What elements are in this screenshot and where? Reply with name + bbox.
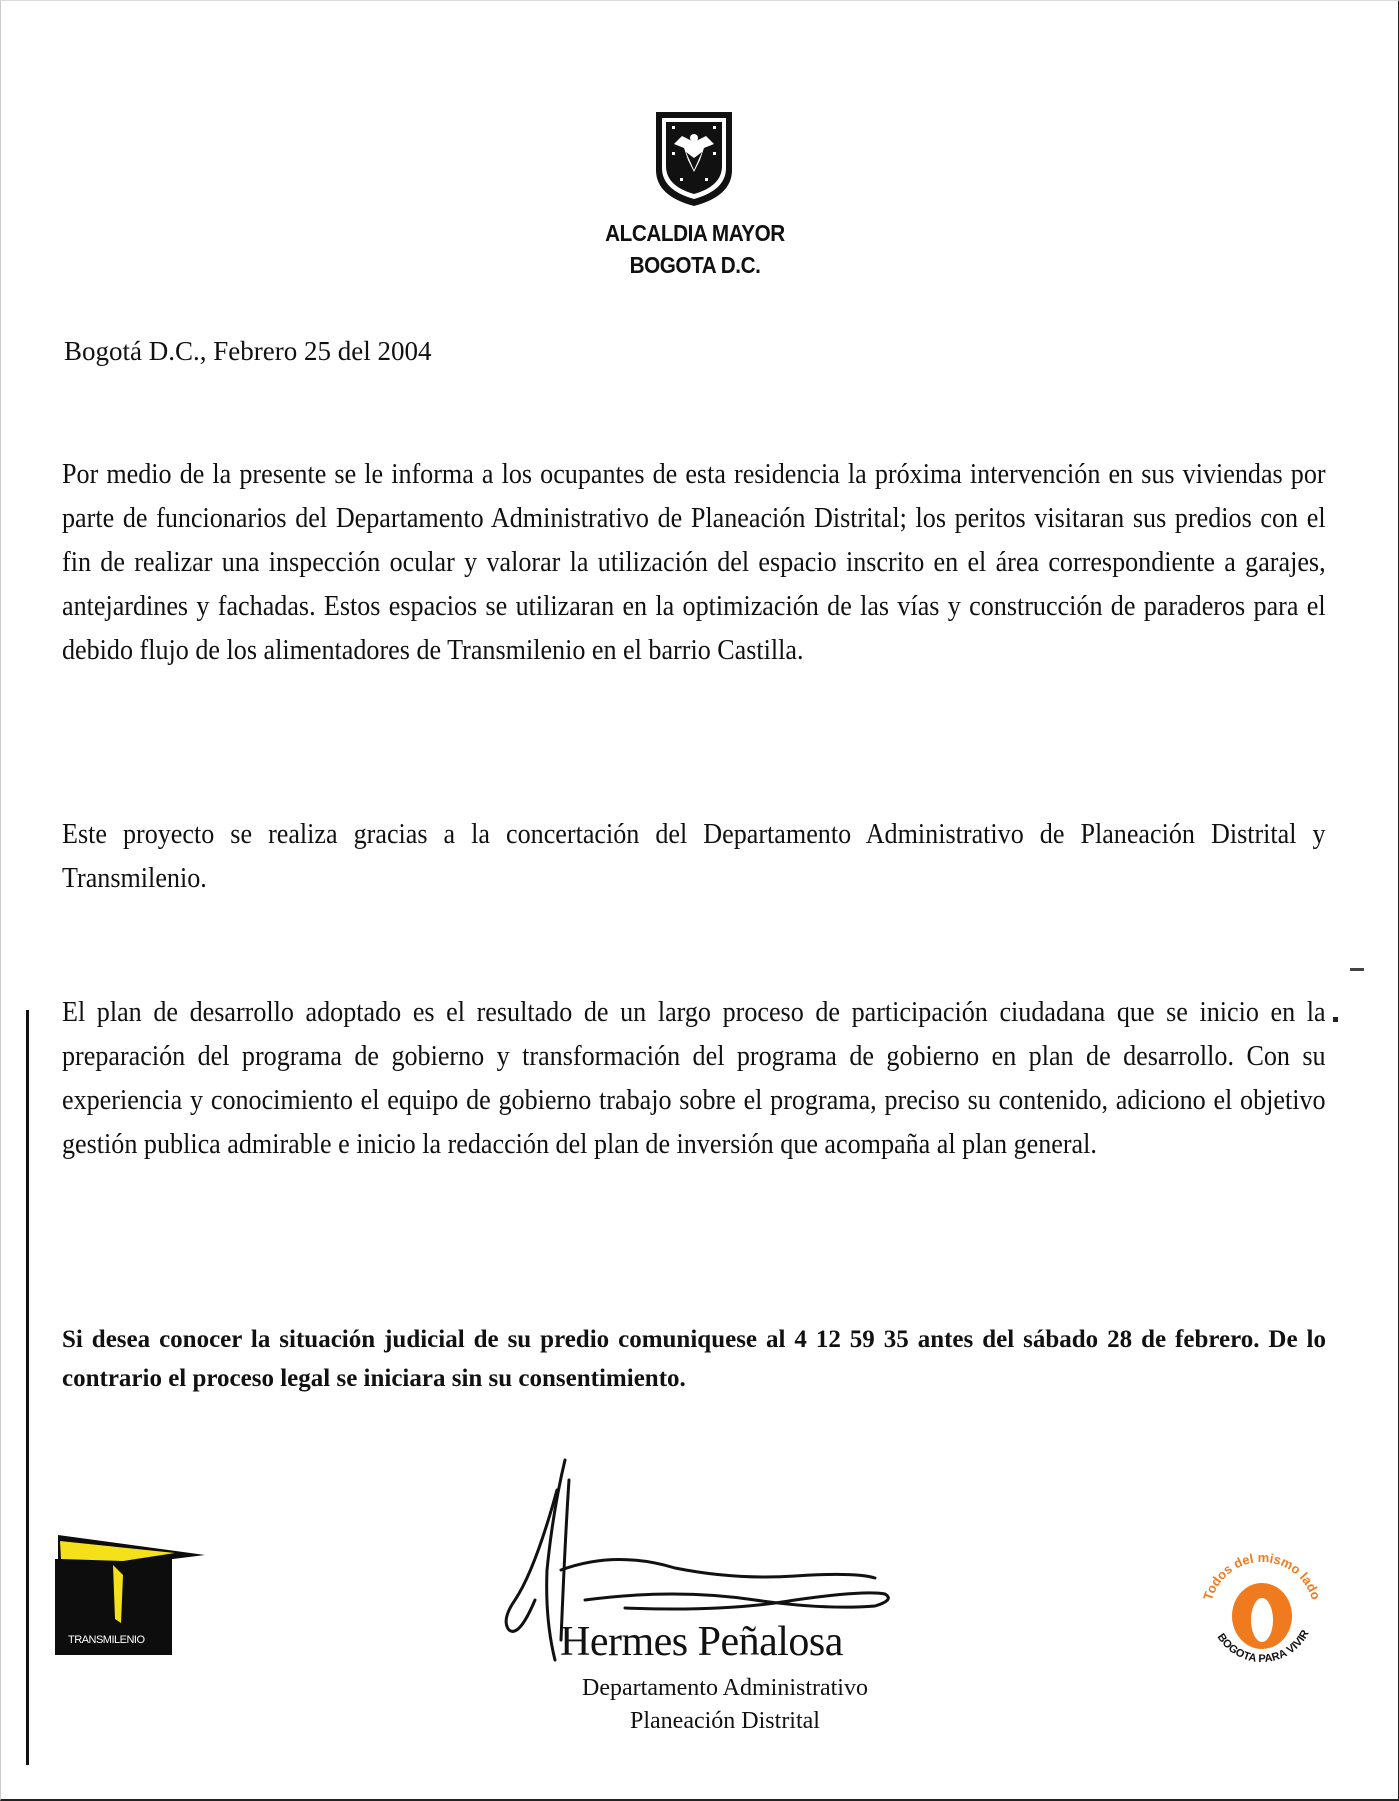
scan-edge-line bbox=[26, 1010, 29, 1765]
signer-dept-line-2: Planeación Distrital bbox=[630, 1708, 820, 1734]
svg-text:BOGOTA PARA VIVIR: BOGOTA PARA VIVIR bbox=[1214, 1628, 1312, 1666]
svg-text:Todos del mismo lado: Todos del mismo lado bbox=[1200, 1549, 1324, 1603]
letterhead-title bbox=[574, 217, 817, 281]
bogota-crest-icon bbox=[652, 108, 736, 210]
date-line: Bogotá D.C., Febrero 25 del 2004 bbox=[64, 336, 432, 366]
legal-notice: Si desea conocer la situación judicial de su predio comuniquese al 4 12 59 35 antes del sábado 28 de febrero. De lo contrario el proceso legal se iniciara sin su consentimiento. bbox=[62, 1326, 1326, 1392]
transmilenio-logo-label: TRANSMILENIO bbox=[68, 1634, 145, 1646]
paragraph-development-plan: El plan de desarrollo adoptado es el resultado de un largo proceso de participación ciudadana que se inicio en la preparación del programa de gobierno y transformación del programa de gobierno en plan de desarrollo. Con su experiencia y conocimiento el equipo de gobierno trabajo sobre el programa, preciso su contenido, adiciono el objetivo gestión publica admirable e inicio la redacción del plan de inversión que acompaña al plan general. bbox=[62, 996, 1326, 1160]
signer-dept-line-1: Departamento Administrativo bbox=[582, 1675, 868, 1701]
bogota-para-vivir-logo bbox=[1196, 1530, 1326, 1670]
scan-artifact bbox=[1333, 1017, 1338, 1022]
letterhead-line-1: ALCALDIA MAYOR bbox=[605, 220, 785, 246]
signer-name: Hermes Peñalosa bbox=[560, 1619, 843, 1665]
signer-department bbox=[480, 1672, 970, 1738]
scan-artifact bbox=[1350, 968, 1364, 971]
paragraph-project: Este proyecto se realiza gracias a la concertación del Departamento Administrativo de Planeación Distrital y Transmilenio. bbox=[62, 818, 1326, 894]
letterhead-line-2: BOGOTA D.C. bbox=[629, 252, 761, 278]
paragraph-intervention: Por medio de la presente se le informa a los ocupantes de esta residencia la próxima intervención en sus viviendas por parte de funcionarios del Departamento Administrativo de Planeación Distrital; los peritos visitaran sus predios con el fin de realizar una inspección ocular y valorar la utilización del espacio inscrito en el área correspondiente a garajes, antejardines y fachadas. Estos espacios se utilizaran en la optimización de las vías y construcción de paraderos para el debido flujo de los alimentadores de Transmilenio en el barrio Castilla. bbox=[62, 458, 1326, 666]
